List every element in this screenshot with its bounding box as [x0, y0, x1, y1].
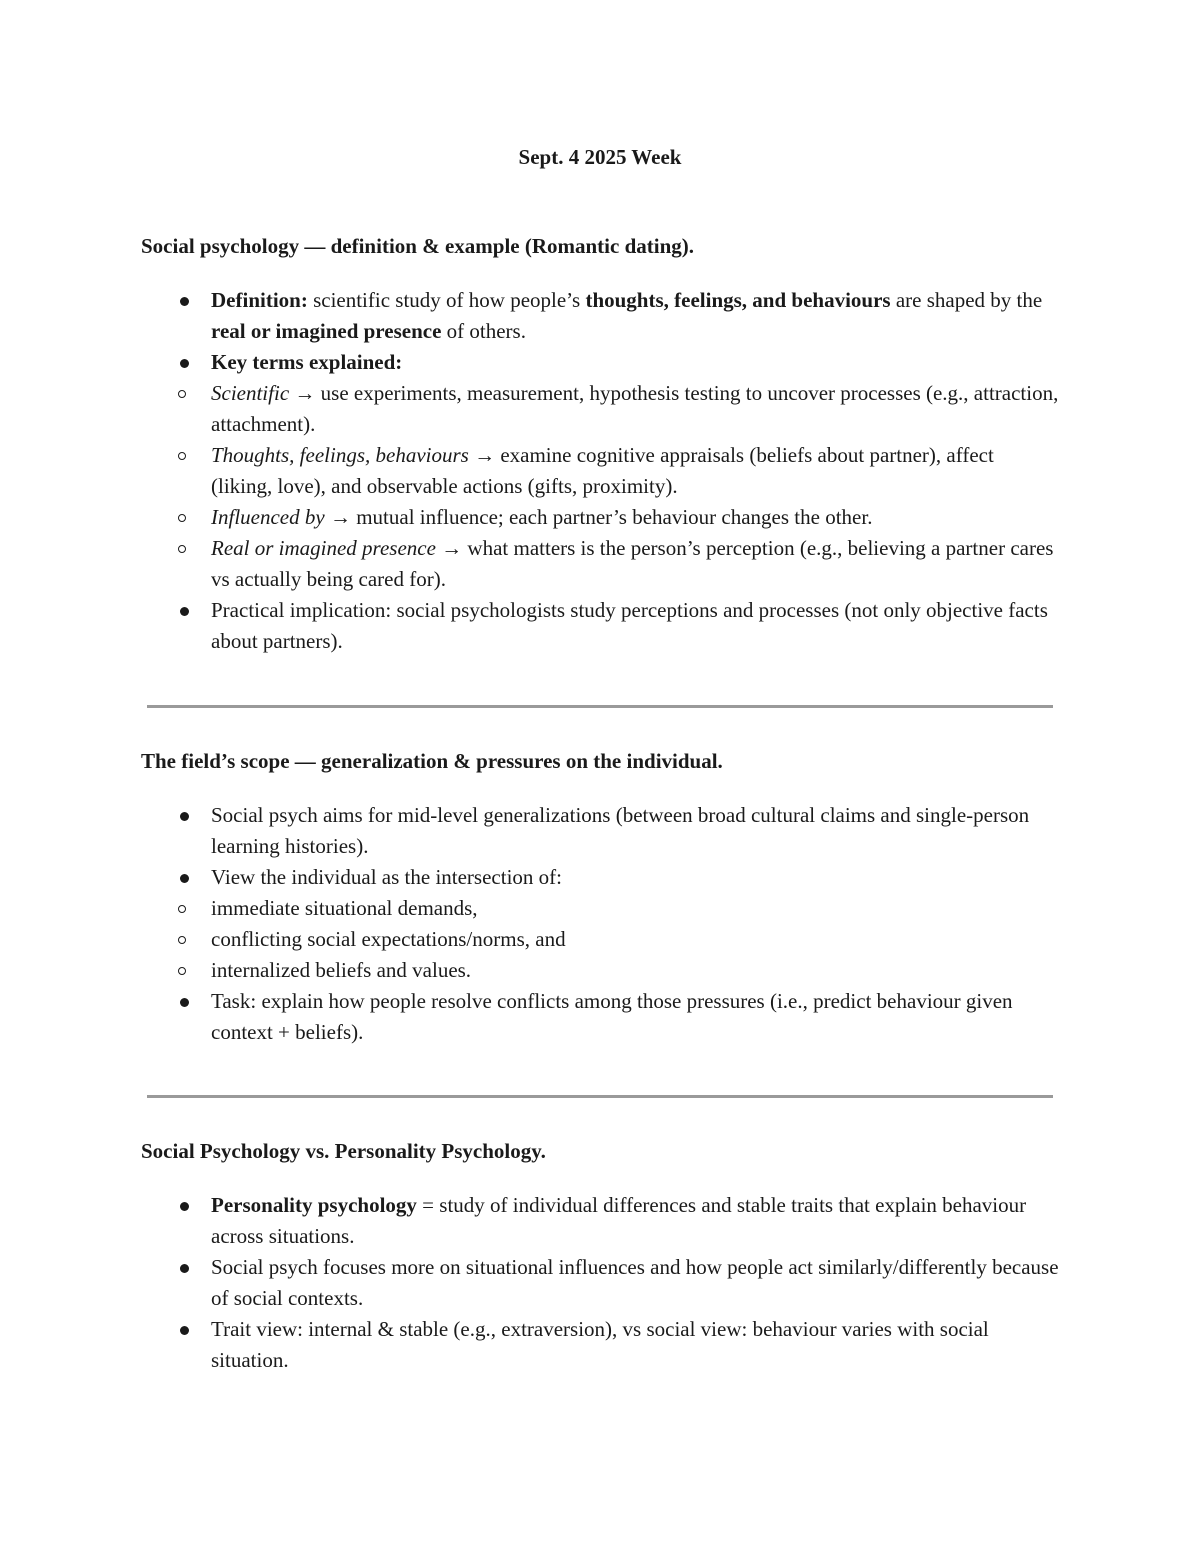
circle-bullet-icon [178, 452, 186, 460]
term-presence: Real or imagined presence [211, 536, 436, 560]
scope-list [0, 800, 1200, 1048]
sub-item-situational-text: immediate situational demands, [211, 896, 478, 920]
key-terms-sublist [211, 378, 1060, 595]
term-influenced-text: → mutual influence; each partner’s behaviour changes the other. [324, 505, 873, 529]
list-item-task [0, 986, 1200, 1048]
circle-bullet-icon [178, 545, 186, 553]
sub-item-scientific [140, 378, 1060, 440]
intersection-sublist [211, 893, 1060, 986]
bullet-icon [180, 812, 189, 821]
circle-bullet-icon [178, 514, 186, 522]
term-scientific: Scientific [211, 381, 290, 405]
list-item-definition [0, 285, 1200, 347]
term-thoughts: Thoughts, feelings, behaviours [211, 443, 469, 467]
intersection-text: View the individual as the intersection of: [211, 865, 562, 889]
sub-item-beliefs [140, 955, 1060, 986]
definition-text-b: are shaped by the [890, 288, 1043, 312]
generalizations-text: Social psych aims for mid-level generalizations (between broad cultural claims and single-person learning histories). [211, 803, 1030, 858]
bullet-icon [180, 1326, 189, 1335]
bullet-icon [180, 1202, 189, 1211]
list-item-key-terms [0, 347, 1200, 595]
personality-text: = study of individual differences and stable traits that explain behaviour across situations. [211, 1193, 1027, 1248]
implication-text: Practical implication: social psychologists study perceptions and processes (not only objective facts about partners). [211, 598, 1048, 653]
definition-bold-b: real or imagined presence [211, 319, 442, 343]
horizontal-divider [147, 705, 1053, 708]
section-heading-personality: Social Psychology vs. Personality Psychology. [141, 1139, 546, 1163]
task-text: Task: explain how people resolve conflicts among those pressures (i.e., predict behaviour given context + beliefs). [211, 989, 1013, 1044]
term-influenced: Influenced by [211, 505, 325, 529]
bullet-icon [180, 297, 189, 306]
trait-view-text: Trait view: internal & stable (e.g., extraversion), vs social view: behaviour varies with social situation. [211, 1317, 989, 1372]
definition-text-c: of others. [441, 319, 526, 343]
key-terms-label: Key terms explained: [211, 350, 403, 374]
section-heading-definition: Social psychology — definition & example (Romantic dating). [141, 234, 695, 258]
bullet-icon [180, 1264, 189, 1273]
sub-item-situational [140, 893, 1060, 924]
bullet-icon [180, 359, 189, 368]
definition-label: Definition: [211, 288, 308, 312]
list-item-situational-focus [0, 1252, 1200, 1314]
circle-bullet-icon [178, 936, 186, 944]
term-presence-text: → what matters is the person’s perception (e.g., believing a partner cares vs actually being cared for). [211, 536, 1054, 591]
list-item-personality-definition [0, 1190, 1200, 1252]
list-item-intersection [0, 862, 1200, 986]
page-title: Sept. 4 2025 Week [518, 145, 682, 169]
sub-item-thoughts [140, 440, 1060, 502]
list-item-implication [0, 595, 1200, 657]
personality-list [0, 1190, 1200, 1376]
term-scientific-text: → use experiments, measurement, hypothesis testing to uncover processes (e.g., attraction, attachment). [211, 381, 1059, 436]
list-item-generalizations [0, 800, 1200, 862]
sub-item-beliefs-text: internalized beliefs and values. [211, 958, 472, 982]
definition-list [0, 285, 1200, 657]
sub-item-influenced [140, 502, 1060, 533]
circle-bullet-icon [178, 967, 186, 975]
personality-bold: Personality psychology [211, 1193, 417, 1217]
definition-bold-a: thoughts, feelings, and behaviours [585, 288, 891, 312]
term-thoughts-text: → examine cognitive appraisals (beliefs about partner), affect (liking, love), and observable actions (gifts, proximity). [211, 443, 994, 498]
sub-item-expectations-text: conflicting social expectations/norms, and [211, 927, 566, 951]
sub-item-expectations [140, 924, 1060, 955]
sub-item-presence [140, 533, 1060, 595]
horizontal-divider [147, 1095, 1053, 1098]
definition-text-a: scientific study of how people’s [307, 288, 586, 312]
circle-bullet-icon [178, 390, 186, 398]
circle-bullet-icon [178, 905, 186, 913]
section-heading-scope: The field’s scope — generalization & pressures on the individual. [141, 749, 723, 773]
bullet-icon [180, 607, 189, 616]
situational-focus-text: Social psych focuses more on situational influences and how people act similarly/differently because of social contexts. [211, 1255, 1059, 1310]
bullet-icon [180, 874, 189, 883]
list-item-trait-view [0, 1314, 1200, 1376]
bullet-icon [180, 998, 189, 1007]
